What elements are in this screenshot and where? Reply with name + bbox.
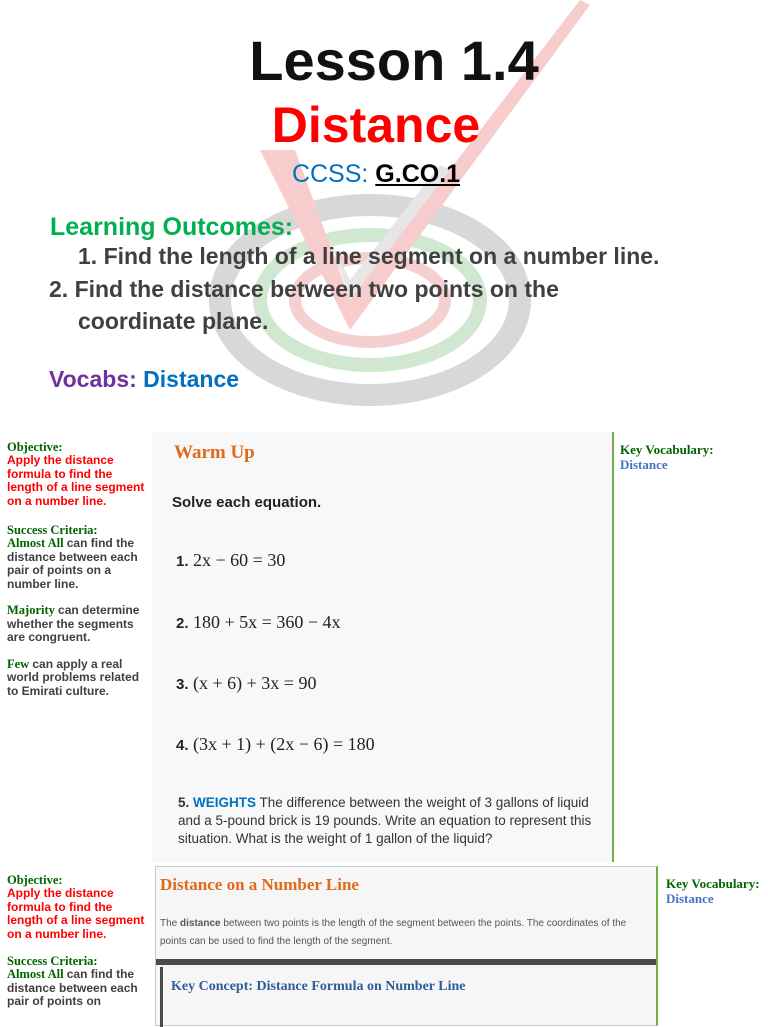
distance-number-line-panel	[155, 866, 658, 1026]
majority-label: Majority	[7, 603, 55, 617]
slide1-objectives	[7, 441, 147, 698]
objective-label: Objective:	[7, 440, 63, 454]
outcome-2-line2: coordinate plane.	[78, 308, 269, 334]
equation-4: 4. (3x + 1) + (2x − 6) = 180	[176, 734, 375, 754]
slide2-objectives	[7, 874, 147, 1009]
word-problem-5: 5. WEIGHTS The difference between the weight of 3 gallons of liquid and a 5-pound brick is 19 pounds. Write an equation to represent this situation. What is the weight of 1 gallon of the liquid?	[178, 795, 592, 846]
learning-outcomes-heading: Learning Outcomes:	[50, 213, 294, 241]
few-text: can apply a real world problems related to Emirati culture.	[7, 656, 140, 698]
success-criteria-label: Success Criteria:	[7, 523, 98, 537]
warm-up-subtitle: Solve each equation.	[172, 494, 322, 511]
ccss-label: CCSS:	[291, 160, 369, 188]
topic-title: Distance	[271, 97, 481, 153]
outcome-2-line1: 2. Find the distance between two points on the	[49, 276, 559, 302]
panel-title: Distance on a Number Line	[160, 875, 359, 894]
success-criteria-label: Success Criteria:	[7, 954, 98, 968]
almost-all-text: can find the distance between each pair of points on a number line.	[7, 536, 138, 591]
objective-label: Objective:	[7, 873, 63, 887]
ccss-code-link[interactable]: G.CO.1	[375, 160, 461, 188]
divider-bar	[156, 959, 656, 965]
objective-text: Apply the distance formula to find the length of a line segment on a number line.	[7, 886, 145, 941]
key-vocab-label: Key Vocabulary:	[666, 876, 760, 891]
vocabs-value: Distance	[143, 366, 240, 392]
key-concept-box	[160, 967, 657, 1027]
warm-up-title: Warm Up	[174, 442, 255, 463]
almost-all-label: Almost All	[7, 967, 64, 981]
equation-1: 1. 2x − 60 = 30	[176, 550, 286, 570]
key-vocab-label: Key Vocabulary:	[620, 442, 714, 457]
objective-text: Apply the distance formula to find the length of a line segment on a number line.	[7, 453, 145, 508]
ccss-standard	[0, 160, 752, 189]
few-label: Few	[7, 656, 30, 671]
panel-definition: The distance between two points is the length of the segment between the points. The coordinates of the points can be used to find the length of the segment.	[160, 918, 627, 947]
key-vocab-value: Distance	[620, 457, 668, 472]
slide1-key-vocabulary	[620, 442, 765, 472]
equation-3: 3. (x + 6) + 3x = 90	[176, 673, 317, 693]
lesson-title: Lesson 1.4	[249, 29, 539, 92]
equation-2: 2. 180 + 5x = 360 − 4x	[176, 612, 341, 632]
almost-all-text: can find the distance between each pair of points on	[7, 967, 138, 1008]
slide2-key-vocabulary	[666, 876, 766, 906]
warm-up-panel	[152, 432, 614, 862]
majority-text: can determine whether the segments are congruent.	[7, 603, 140, 644]
key-concept-title: Key Concept: Distance Formula on Number Line	[171, 979, 466, 994]
vocabs-label: Vocabs:	[49, 366, 137, 392]
outcome-1: 1. Find the length of a line segment on a number line.	[78, 243, 660, 269]
key-vocab-value: Distance	[666, 891, 714, 906]
vocabs	[49, 366, 239, 393]
almost-all-label: Almost All	[7, 536, 64, 550]
